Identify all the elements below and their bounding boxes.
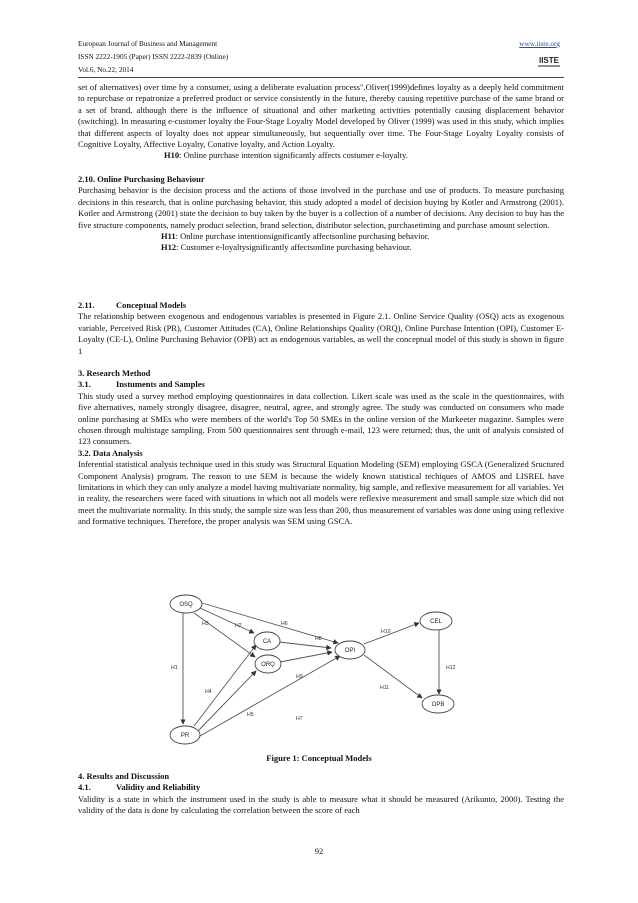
node-orq-label: ORQ xyxy=(261,662,275,668)
node-osq-label: OSQ xyxy=(179,602,193,608)
iiste-logo xyxy=(536,48,562,70)
hypothesis-h12 xyxy=(78,242,564,253)
svg-text:IISTE: IISTE xyxy=(538,56,560,65)
h12-text: : Customer e-loyaltysignificantly affectsonline purchasing behaviour. xyxy=(176,242,412,253)
volume-line: Vol.6, No.22, 2014 xyxy=(78,65,134,74)
page-number: 92 xyxy=(314,846,324,856)
section-2-11-paragraph: The relationship between exogenous and endogenous variables is presented in Figure 2.1. Online Service Quality (OSQ) acts as exogenous variable, Perceived Risk (PR), Customer Attitudes (CA), Online Relationships Quality (ORQ), Online Purchase Intention (OPI), Customer E-Loyalty (CE-L), Online Purchasing Behavior (OPB) act as endogenous variables, as well the conceptual model of this study is shown in figure 1 xyxy=(78,311,564,356)
path-h9 xyxy=(280,652,332,662)
hypothesis-h11 xyxy=(78,231,564,242)
label-h9: H9 xyxy=(296,674,303,680)
section-4-1-heading xyxy=(78,782,564,793)
hypothesis-h10 xyxy=(78,150,564,161)
conceptual-model-diagram xyxy=(168,591,474,751)
section-4-heading: 4. Results and Discussion xyxy=(78,771,170,781)
path-h11 xyxy=(364,655,422,698)
label-h10: H10 xyxy=(381,629,391,635)
section-2-11-heading xyxy=(78,300,564,311)
h12-label: H12 xyxy=(161,242,177,253)
section-3-1-heading xyxy=(78,379,564,390)
label-h1: H1 xyxy=(171,665,178,671)
section-3-heading: 3. Research Method xyxy=(78,368,151,378)
label-h3: H3 xyxy=(202,621,209,627)
path-h8 xyxy=(279,642,331,648)
h10-label: H10 xyxy=(164,150,180,161)
node-opi-label: OPI xyxy=(344,648,356,654)
section-2-10-paragraph: Purchasing behavior is the decision process and the actions of those involved in the purchase and use of products. To measure purchasing decisions in this research, that is online purchasing behavior, this study adopted a model of decision buying by Kotler and Armstrong (2001). Kotler and Armstrong (2001) state the decision to buy taken by the buyer is a collection of a number of decisions. Any decision to buy has the five structure components, namely product selection, brand selection, distributor selection, purchasetiming and purchase amount selection. xyxy=(78,185,564,230)
section-4-paragraph: Validity is a state in which the instrument used in the study is able to measure what it should be measured (Arikunto, 2000). Testing the validity of the data is done by calculating the correlation between the score of each xyxy=(78,793,564,816)
section-3-2-paragraph: Inferential statistical analysis technique used in this study was Structural Equation Modeling (SEM) employing GSCA (Generalized Sructured Component Analysis) program. The reason to use SEM is because the widely known statistical techiques of AMOS and LISREL have limitations in which they can only analyze a model having multivariate normality, big sample, and reflexive measurement for all variables. Yet in reality, the researchers were faced with situations in which not all models were reflexive measurement and small sample size which did not meet the multivariate normality. In this study, the sample size was less than 200, thus measurement of variables was done using using reflexive and formative techniques. Therefore, the proper analysis was SEM using GSCA. xyxy=(78,459,564,527)
section-2-11-number: 2.11. xyxy=(78,300,95,310)
label-h11: H11 xyxy=(380,685,390,691)
section-3 xyxy=(78,368,564,528)
section-4 xyxy=(78,771,564,817)
figure-caption: Figure 1: Conceptual Models xyxy=(266,753,372,763)
section-2-11-title: Conceptual Models xyxy=(116,300,187,310)
journal-website-link[interactable]: www.iiste.org xyxy=(519,39,560,48)
header-rule xyxy=(78,77,564,78)
path-h5 xyxy=(198,671,256,731)
h10-text: : Online purchase intention significantly affects costumer e-loyalty. xyxy=(179,150,408,161)
label-h4: H4 xyxy=(205,689,212,695)
section-3-1-number: 3.1. xyxy=(78,379,91,390)
path-h10 xyxy=(364,623,419,644)
h11-label: H11 xyxy=(161,231,176,242)
label-h6: H6 xyxy=(281,621,288,627)
label-h5: H5 xyxy=(247,712,254,718)
section-3-2-heading: 3.2. Data Analysis xyxy=(78,447,143,458)
h11-text: : Online purchase intentionsignificantly affectsonline purchasing behavior. xyxy=(175,231,430,242)
section-2-11 xyxy=(78,300,564,357)
label-h2: H2 xyxy=(235,623,242,629)
node-pr-label: PR xyxy=(180,733,190,739)
label-h8: H8 xyxy=(315,636,322,642)
issn-line: ISSN 2222-1905 (Paper) ISSN 2222-2839 (Online) xyxy=(78,52,229,61)
section-4-1-title: Validity and Reliability xyxy=(116,782,201,793)
node-ca-label: CA xyxy=(262,639,272,645)
section-3-1-title: Instuments and Samples xyxy=(116,379,205,390)
path-h2 xyxy=(198,607,254,633)
section-3-1-paragraph: This study used a survey method employing questionnaires in data collection. Likert scale was used as the scale in the questionnaires, with five alternatives, namely strongly disagree, disagree, neutral, agree, and strongly agree. The study was conducted on consumers who made online purchasing at SMEs who were members of the world's Top 50 SMEs in the online version of the Markeeter magazine. Samples were chosen through multistage sampling. From 500 questionnaires sent through e-mail, 123 were returned; thus, the unit of analysis consisted of 123 consumers. xyxy=(78,390,564,447)
intro-paragraph: set of alternatives) over time by a consumer, using a deliberate evaluation process".Oliver(1999)defines loyalty as a deeply held commitment to repurchase or repatronize a preferred product or service consistently in the future, thereby causing repetitive purchase of the same brand or a set of brand, although there is the influence of situational and other marketing activities potentially causing displacement behavior (switching). In measuring e-customer loyalty the Four-Stage Loyalty Model developed by Oliver (1999) was used in this study, which implies that different aspects of loyalty does not appear simultaneously, but sequentially over time. The Four-Stage Loyalty Loyalty consists of Cognitive Loyalty, Affective Loyalty, Conative loyalty, and Action Loyalty. xyxy=(78,82,564,150)
label-h12: H12 xyxy=(446,665,456,671)
section-2-10 xyxy=(78,174,564,254)
section-4-1-number: 4.1. xyxy=(78,782,91,793)
section-2-10-heading: 2.10. Online Purchasing Behaviour xyxy=(78,174,205,184)
node-opb-label: OPB xyxy=(431,702,445,708)
intro-block xyxy=(78,82,564,162)
node-cel-label: CEL xyxy=(430,619,442,625)
label-h7: H7 xyxy=(296,716,303,722)
journal-title: European Journal of Business and Management xyxy=(78,39,218,48)
